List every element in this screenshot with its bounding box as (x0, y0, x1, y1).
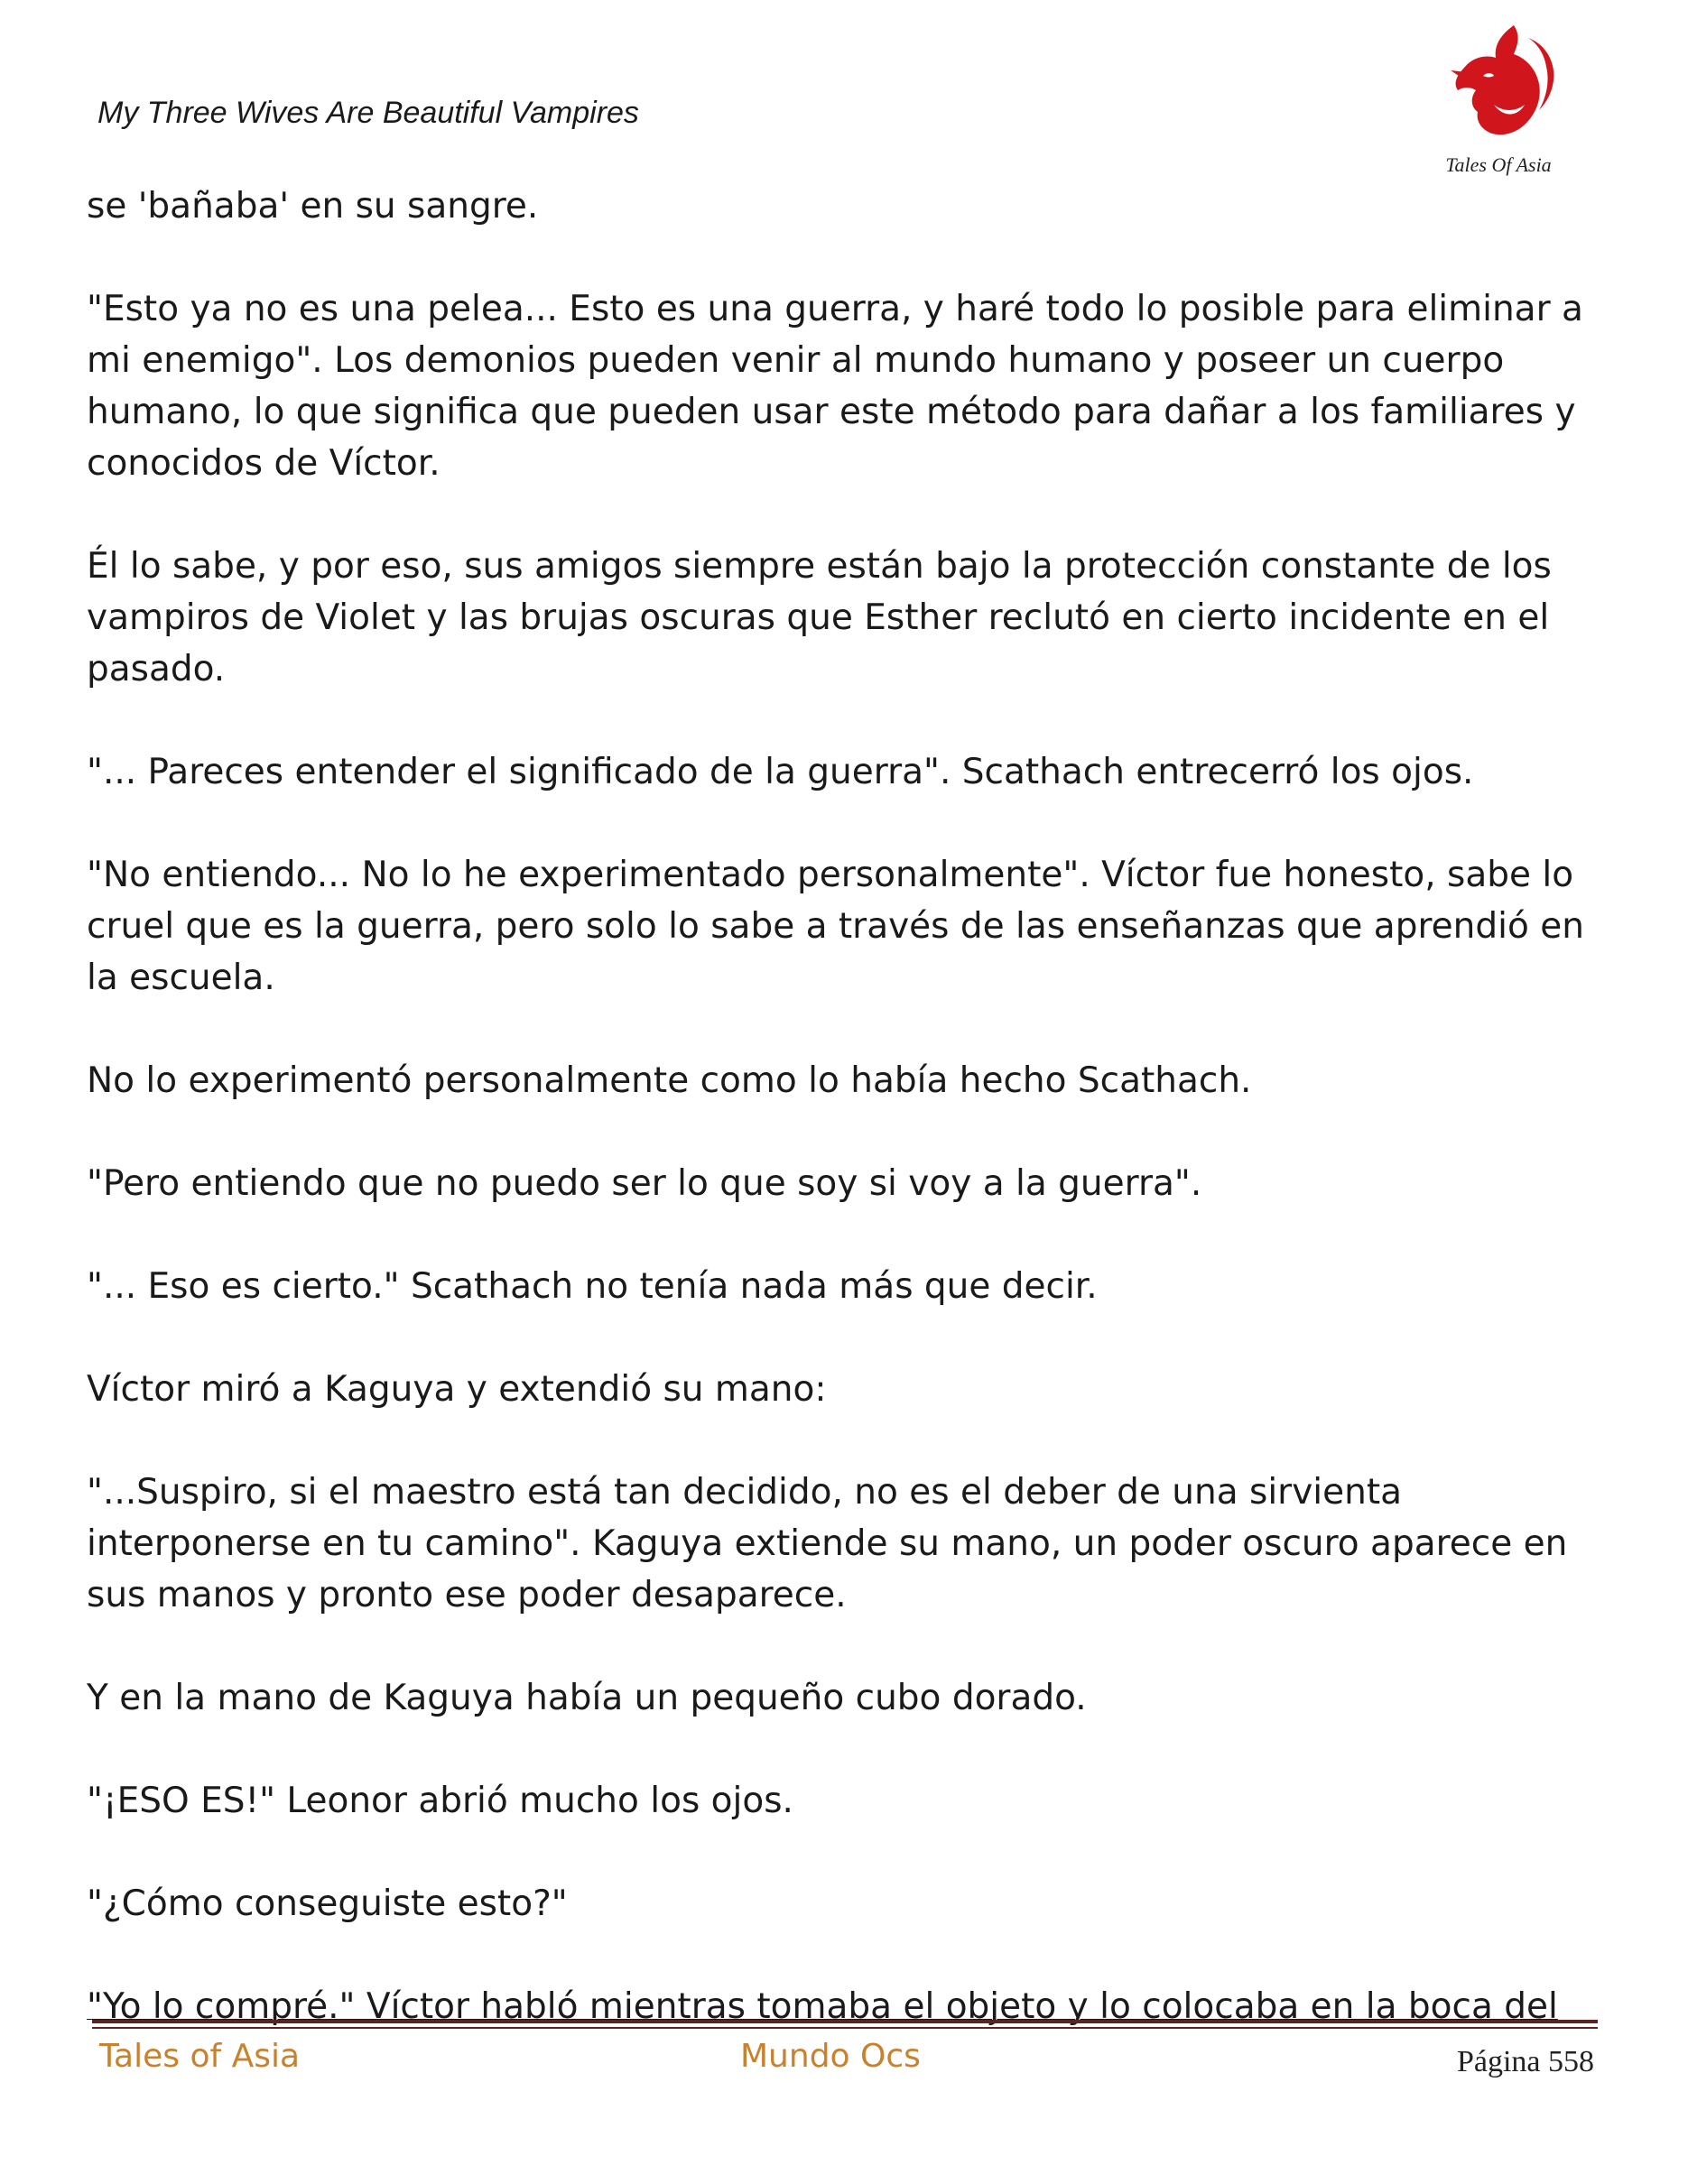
paragraph: "...Suspiro, si el maestro está tan decidido, no es el deber de una sirvienta interponerse en tu camino". Kaguya extiende su mano, un poder oscuro aparece en sus manos y pronto ese poder desaparece. (87, 1472, 1568, 1615)
header-title: My Three Wives Are Beautiful Vampires (97, 96, 639, 130)
footer-divider (92, 2020, 1598, 2029)
paragraph: Él lo sabe, y por eso, sus amigos siempre están bajo la protección constante de los vampiros de Violet y las brujas oscuras que Esther reclutó en cierto incidente en el pasado. (87, 546, 1552, 689)
paragraph: "¡ESO ES!" Leonor abrió mucho los ojos. (87, 1781, 793, 1821)
paragraph: No lo experimentó personalmente como lo había hecho Scathach. (87, 1060, 1252, 1101)
footer-site-name: Tales of Asia (99, 2038, 301, 2075)
paragraph: Víctor miró a Kaguya y extendió su mano: (87, 1369, 827, 1410)
paragraph: "Yo lo compré." Víctor habló mientras tomaba el objeto y lo colocaba en la boca del (87, 1986, 1558, 2027)
paragraph: "... Eso es cierto." Scathach no tenía nada más que decir. (87, 1266, 1098, 1307)
paragraph: "Esto ya no es una pelea... Esto es una guerra, y haré todo lo posible para eliminar a mi enemigo". Los demonios pueden venir al mundo humano y poseer un cuerpo humano, lo que significa que pueden usar este método para dañar a los familiares y conocidos de Víctor. (87, 289, 1583, 484)
paragraph: "¿Cómo conseguiste esto?" (87, 1883, 568, 1924)
tales-of-asia-logo (1431, 18, 1566, 185)
document-body (87, 180, 1612, 2032)
paragraph: Y en la mano de Kaguya había un pequeño cubo dorado. (87, 1678, 1087, 1718)
paragraph: "No entiendo... No lo he experimentado personalmente". Víctor fue honesto, sabe lo cruel que es la guerra, pero solo lo sabe a través de las enseñanzas que aprendió en la escuela. (87, 855, 1584, 998)
paragraph: se 'bañaba' en su sangre. (87, 186, 539, 227)
paragraph: "... Pareces entender el significado de la guerra". Scathach entrecerró los ojos. (87, 752, 1474, 792)
footer-section-name: Mundo Ocs (740, 2038, 921, 2075)
logo-text: Tales Of Asia (1445, 153, 1552, 176)
dragon-icon (1431, 18, 1566, 153)
paragraph: "Pero entiendo que no puedo ser lo que soy si voy a la guerra". (87, 1163, 1202, 1204)
page-number: Página 558 (1456, 2045, 1594, 2078)
